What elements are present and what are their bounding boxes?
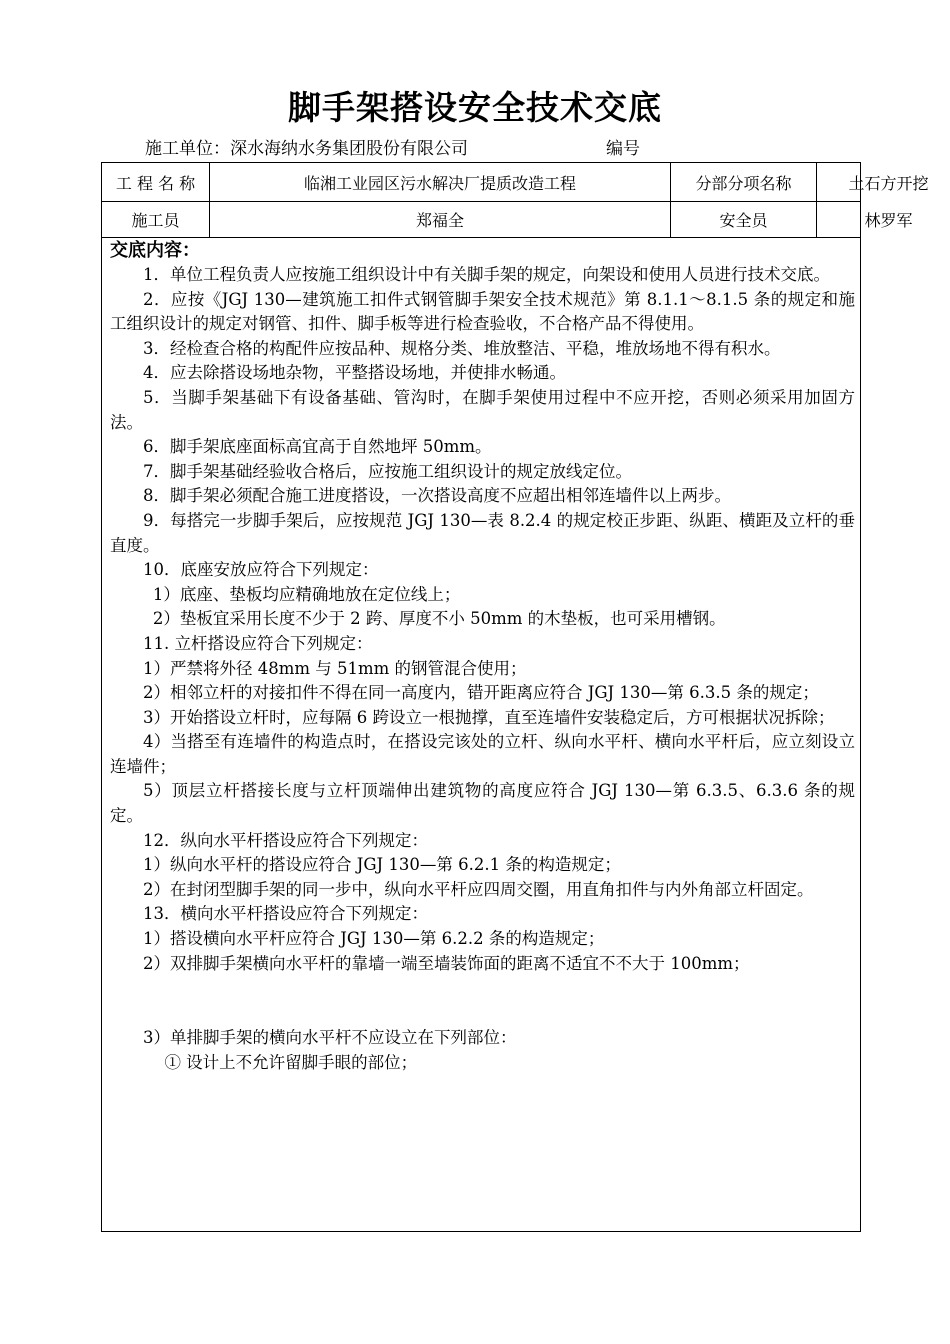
list-item: 5）顶层立杆搭接长度与立杆顶端伸出建筑物的高度应符合 JGJ 130—第 6.3.5、6.3.6 条的规定。 [110,781,855,826]
list-item: 2）垫板宜采用长度不少于 2 跨、厚度不小 50mm 的木垫板，也可采用槽钢。 [152,609,726,629]
list-item: 1）底座、垫板均应精确地放在定位线上； [152,584,461,604]
constructor-value: 郑福全 [210,201,671,237]
subproject-label: 分部分项名称 [671,163,817,201]
list-item: ① 设计上不允许留脚手眼的部位； [164,1052,418,1072]
list-item: 1）纵向水平杆的搭设应符合 JGJ 130—第 6.2.1 条的构造规定； [143,855,621,875]
list-item: 1）搭设横向水平杆应符合 JGJ 130—第 6.2.2 条的构造规定； [143,929,605,949]
list-item: 10．底座安放应符合下列规定： [143,560,379,580]
document-title: 脚手架搭设安全技术交底 [288,88,662,127]
list-item: 8．脚手架必须配合施工进度搭设，一次搭设高度不应超出相邻连墙件以上两步。 [143,486,731,506]
briefing-table [101,162,929,1232]
list-item: 3）开始搭设立杆时，应每隔 6 跨设立一根抛撑，直至连墙件安装稳定后，方可根据状况拆除； [143,707,835,727]
list-item: 4．应去除搭设场地杂物，平整搭设场地，并使排水畅通。 [143,363,566,383]
subproject-value: 土石方开挖 [848,173,929,193]
project-name-label: 工 程 名 称 [102,163,210,201]
table-row-staff [102,201,913,238]
list-item: 3．经检查合格的构配件应按品种、规格分类、堆放整洁、平稳，堆放场地不得有积水。 [143,338,781,358]
list-item: 9．每搭完一步脚手架后，应按规范 JGJ 130—表 8.2.4 的规定校正步距、纵距、横距及立杆的垂直度。 [110,510,855,555]
blank-gap [110,976,855,1026]
construction-unit: 施工单位：深水海纳水务集团股份有限公司 [145,139,468,159]
briefing-content [110,239,855,1075]
list-item: 3）单排脚手架的横向水平杆不应设立在下列部位： [143,1028,517,1048]
document-number-label: 编号 [606,139,640,159]
list-item: 2）双排脚手架横向水平杆的靠墙一端至墙装饰面的距离不适宜不不大于 100mm； [143,953,750,973]
list-item: 6．脚手架底座面标高宜高于自然地坪 50mm。 [143,437,492,457]
list-item: 12．纵向水平杆搭设应符合下列规定： [143,830,428,850]
list-item: 11. 立杆搭设应符合下列规定： [143,633,373,653]
list-item: 2）在封闭型脚手架的同一步中，纵向水平杆应四周交圈，用直角扣件与内外角部立杆固定。 [143,879,814,899]
list-item: 1）严禁将外径 48mm 与 51mm 的钢管混合使用； [143,658,527,678]
safety-officer-label: 安全员 [671,201,817,237]
table-row-project [102,163,929,202]
list-item: 5．当脚手架基础下有设备基础、管沟时，在脚手架使用过程中不应开挖，否则必须采用加固方法。 [110,387,855,432]
list-item: 4）当搭至有连墙件的构造点时，在搭设完该处的立杆、纵向水平杆、横向水平杆后，应立刻设立连墙件； [110,732,855,776]
list-item: 13．横向水平杆搭设应符合下列规定： [143,904,428,924]
project-name-value: 临湘工业园区污水解决厂提质改造工程 [210,163,671,201]
constructor-label: 施工员 [102,201,210,237]
list-item: 7．脚手架基础经验收合格后，应按施工组织设计的规定放线定位。 [143,461,632,481]
list-item: 2）相邻立杆的对接扣件不得在同一高度内，错开距离应符合 JGJ 130—第 6.3.5 条的规定； [143,683,819,703]
content-heading: 交底内容： [110,240,200,261]
list-item: 2．应按《JGJ 130—建筑施工扣件式钢管脚手架安全技术规范》第 8.1.1～8.1.5 条的规定和施工组织设计的规定对钢管、扣件、脚手板等进行检查验收，不合格产品不得使用。 [110,289,855,334]
safety-officer-value: 林罗军 [864,210,913,230]
list-item: 1．单位工程负责人应按施工组织设计中有关脚手架的规定，向架设和使用人员进行技术交底。 [143,265,830,284]
